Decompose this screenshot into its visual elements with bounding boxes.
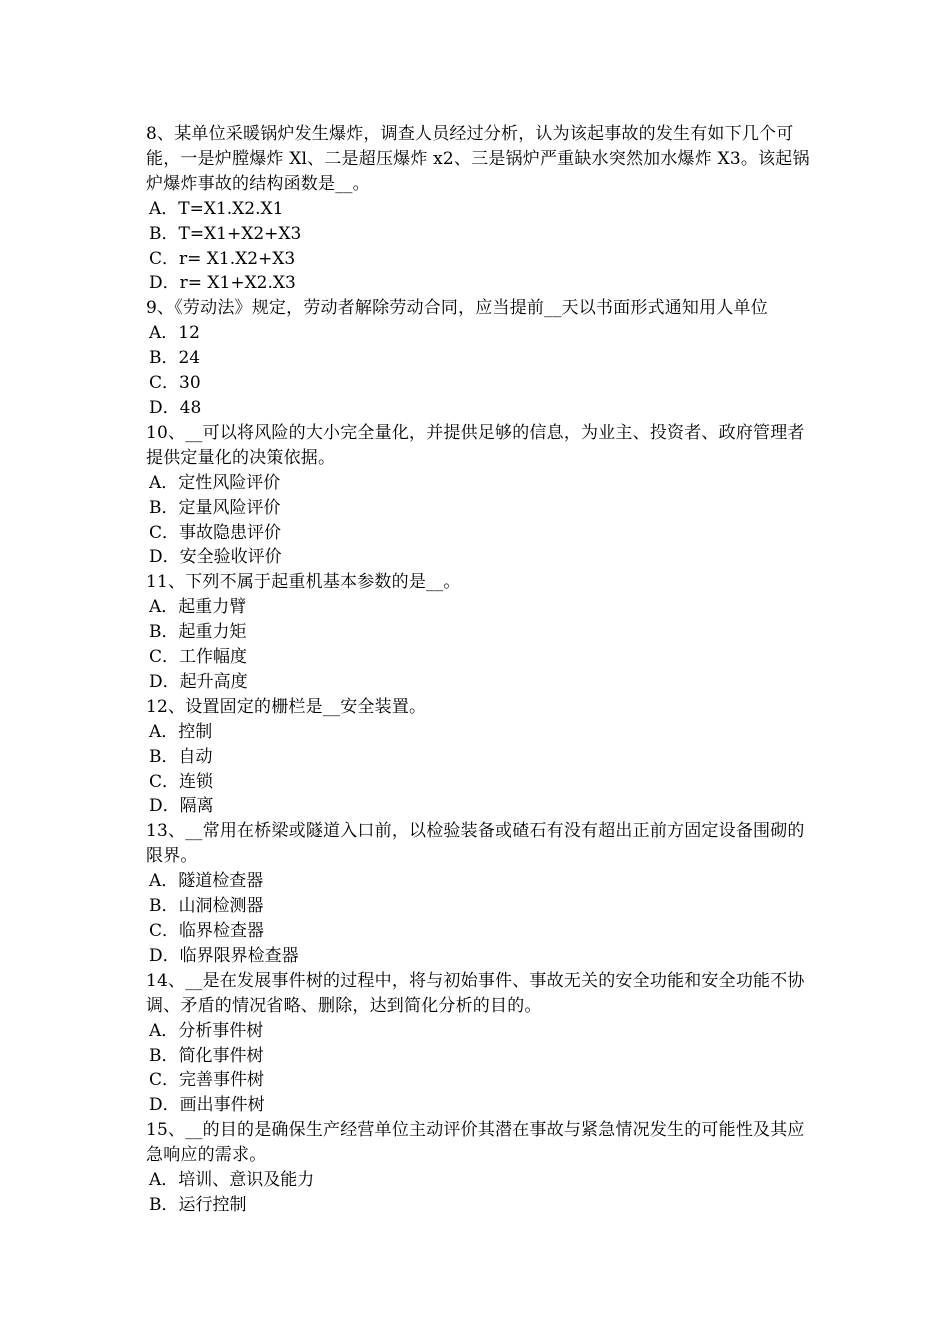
question-stem: 15、__的目的是确保生产经营单位主动评价其潜在事故与紧急情况发生的可能性及其应急响应的需求。 (146, 1120, 805, 1166)
option-c: C．完善事件树 (149, 1070, 265, 1091)
option-d: D．隔离 (149, 796, 214, 817)
option-b: B．24 (149, 348, 201, 369)
option-c: C．连锁 (149, 771, 214, 792)
option-d: D．起升高度 (149, 671, 248, 692)
question-11 (146, 570, 810, 695)
question-9 (146, 296, 810, 421)
option-a: A．T=X1.X2.X1 (149, 198, 284, 219)
option-d: D．r= X1+X2.X3 (149, 273, 296, 294)
option-a: A．起重力臂 (149, 597, 247, 618)
question-stem: 10、__可以将风险的大小完全量化，并提供足够的信息，为业主、投资者、政府管理者提供定量化的决策依据。 (146, 422, 805, 468)
option-b: B．山洞检测器 (149, 896, 264, 917)
option-b: B．简化事件树 (149, 1045, 264, 1066)
option-a: A．培训、意识及能力 (149, 1170, 315, 1191)
option-c: C．临界检查器 (149, 921, 265, 941)
option-a: A．分析事件树 (149, 1020, 264, 1041)
option-b: B．起重力矩 (149, 622, 247, 643)
option-b: B．T=X1+X2+X3 (149, 223, 302, 244)
question-stem: 11、下列不属于起重机基本参数的是__。 (146, 572, 461, 593)
question-12 (146, 695, 810, 820)
option-b: B．定量风险评价 (149, 497, 281, 518)
option-c: C．工作幅度 (149, 647, 248, 668)
question-10 (146, 421, 810, 570)
option-a: A．定性风险评价 (149, 472, 281, 493)
option-d: D．48 (149, 397, 202, 418)
option-d: D．画出事件树 (149, 1095, 265, 1116)
option-c: C．r= X1.X2+X3 (149, 248, 296, 269)
question-stem: 14、__是在发展事件树的过程中，将与初始事件、事故无关的安全功能和安全功能不协调、矛盾的情况省略、删除，达到简化分析的目的。 (146, 970, 805, 1016)
question-stem: 9、《劳动法》规定，劳动者解除劳动合同，应当提前__天以书面形式通知用人单位 (146, 298, 768, 319)
option-d: D．临界限界检查器 (149, 945, 299, 966)
question-stem: 12、设置固定的栅栏是__安全装置。 (146, 696, 427, 717)
question-stem: 8、某单位采暖锅炉发生爆炸，调查人员经过分析，认为该起事故的发生有如下几个可能，一是炉膛爆炸 Xl、二是超压爆炸 x2、三是锅炉严重缺水突然加水爆炸 X3。该起锅炉爆炸事故的结构函数是__。 (146, 124, 810, 194)
option-c: C．30 (149, 373, 201, 394)
option-a: A．隧道检查器 (149, 871, 264, 892)
option-a: A．12 (149, 323, 200, 344)
option-d: D．安全验收评价 (149, 547, 282, 568)
option-b: B．自动 (149, 746, 213, 767)
option-a: A．控制 (149, 721, 213, 742)
question-stem: 13、__常用在桥梁或隧道入口前，以检验装备或碴石有没有超出正前方固定设备围砌的限界。 (146, 821, 805, 867)
question-13 (146, 819, 810, 968)
question-14 (146, 969, 810, 1118)
option-b: B．运行控制 (149, 1194, 247, 1215)
question-8 (146, 122, 810, 296)
question-15 (146, 1118, 810, 1218)
option-c: C．事故隐患评价 (149, 522, 282, 543)
